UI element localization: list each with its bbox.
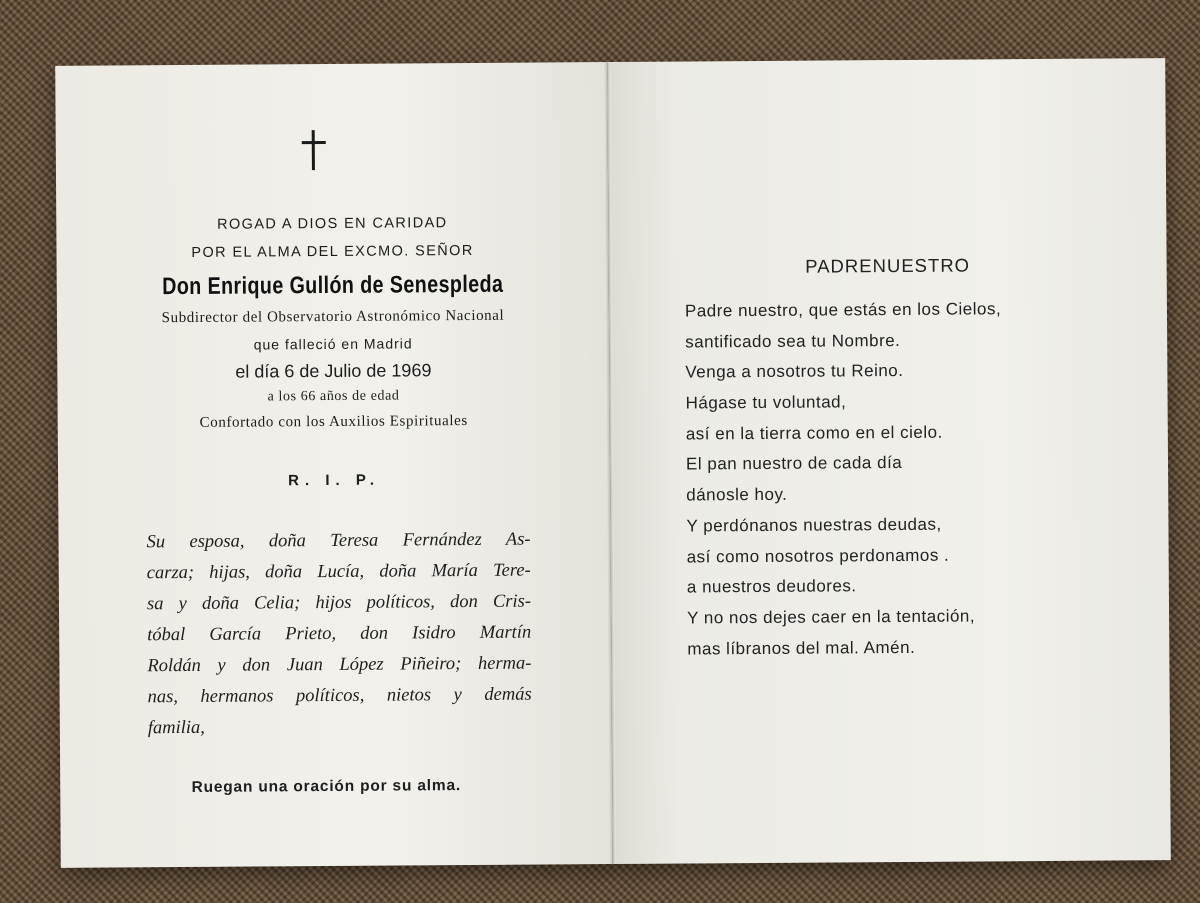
prayer-line: mas líbranos del mal. Amén.	[687, 637, 916, 659]
prayer-title: PADRENUESTRO	[805, 254, 971, 277]
prayer-line: Hágase tu voluntad,	[685, 392, 847, 413]
death-place: que falleció en Madrid	[253, 335, 413, 353]
deceased-title: Subdirector del Observatorio Astronómico Nacional	[161, 307, 505, 327]
prayer-line: así como nosotros perdonamos .	[686, 545, 950, 566]
age-line: a los 66 años de edad	[267, 388, 400, 405]
family-line: carza; hijas, doña Lucía, doña María Tere-	[146, 560, 531, 584]
family-line: Su esposa, doña Teresa Fernández As-	[146, 529, 531, 553]
family-line: nas, hermanos políticos, nietos y demás	[147, 684, 532, 708]
closing-request: Ruegan una oración por su alma.	[191, 777, 462, 796]
prayer-line: Padre nuestro, que estás en los Cielos,	[684, 299, 1002, 321]
family-line: tóbal García Prieto, don Isidro Martín	[147, 622, 532, 646]
header-line-1: ROGAD A DIOS EN CARIDAD	[217, 215, 448, 233]
prayer-line: así en la tierra como en el cielo.	[685, 422, 943, 444]
prayer-line: Venga a nosotros tu Reino.	[685, 361, 904, 382]
comforted-line: Confortado con los Auxilios Espirituales	[199, 413, 468, 431]
prayer-line: santificado sea tu Nombre.	[685, 330, 901, 352]
family-line: familia,	[147, 717, 205, 739]
death-date: el día 6 de Julio de 1969	[235, 360, 432, 382]
family-line: sa y doña Celia; hijos políticos, don Cris-	[146, 591, 532, 615]
deceased-name: Don Enrique Gullón de Senespleda	[162, 270, 504, 301]
cross-icon	[302, 130, 326, 170]
memorial-card	[55, 58, 1171, 868]
family-line: Roldán y don Juan López Piñeiro; herma-	[147, 653, 532, 677]
prayer-line: a nuestros deudores.	[686, 576, 857, 597]
prayer-line: dánosle hoy.	[686, 484, 788, 505]
left-panel	[55, 62, 613, 868]
prayer-line: El pan nuestro de cada día	[685, 453, 903, 474]
prayer-line: Y no nos dejes caer en la tentación,	[687, 606, 976, 628]
header-line-2: POR EL ALMA DEL EXCMO. SEÑOR	[191, 242, 474, 261]
prayer-text	[685, 294, 1004, 664]
rip-text: R. I. P.	[288, 471, 381, 490]
prayer-line: Y perdónanos nuestras deudas,	[686, 514, 942, 536]
family-paragraph	[146, 525, 532, 745]
